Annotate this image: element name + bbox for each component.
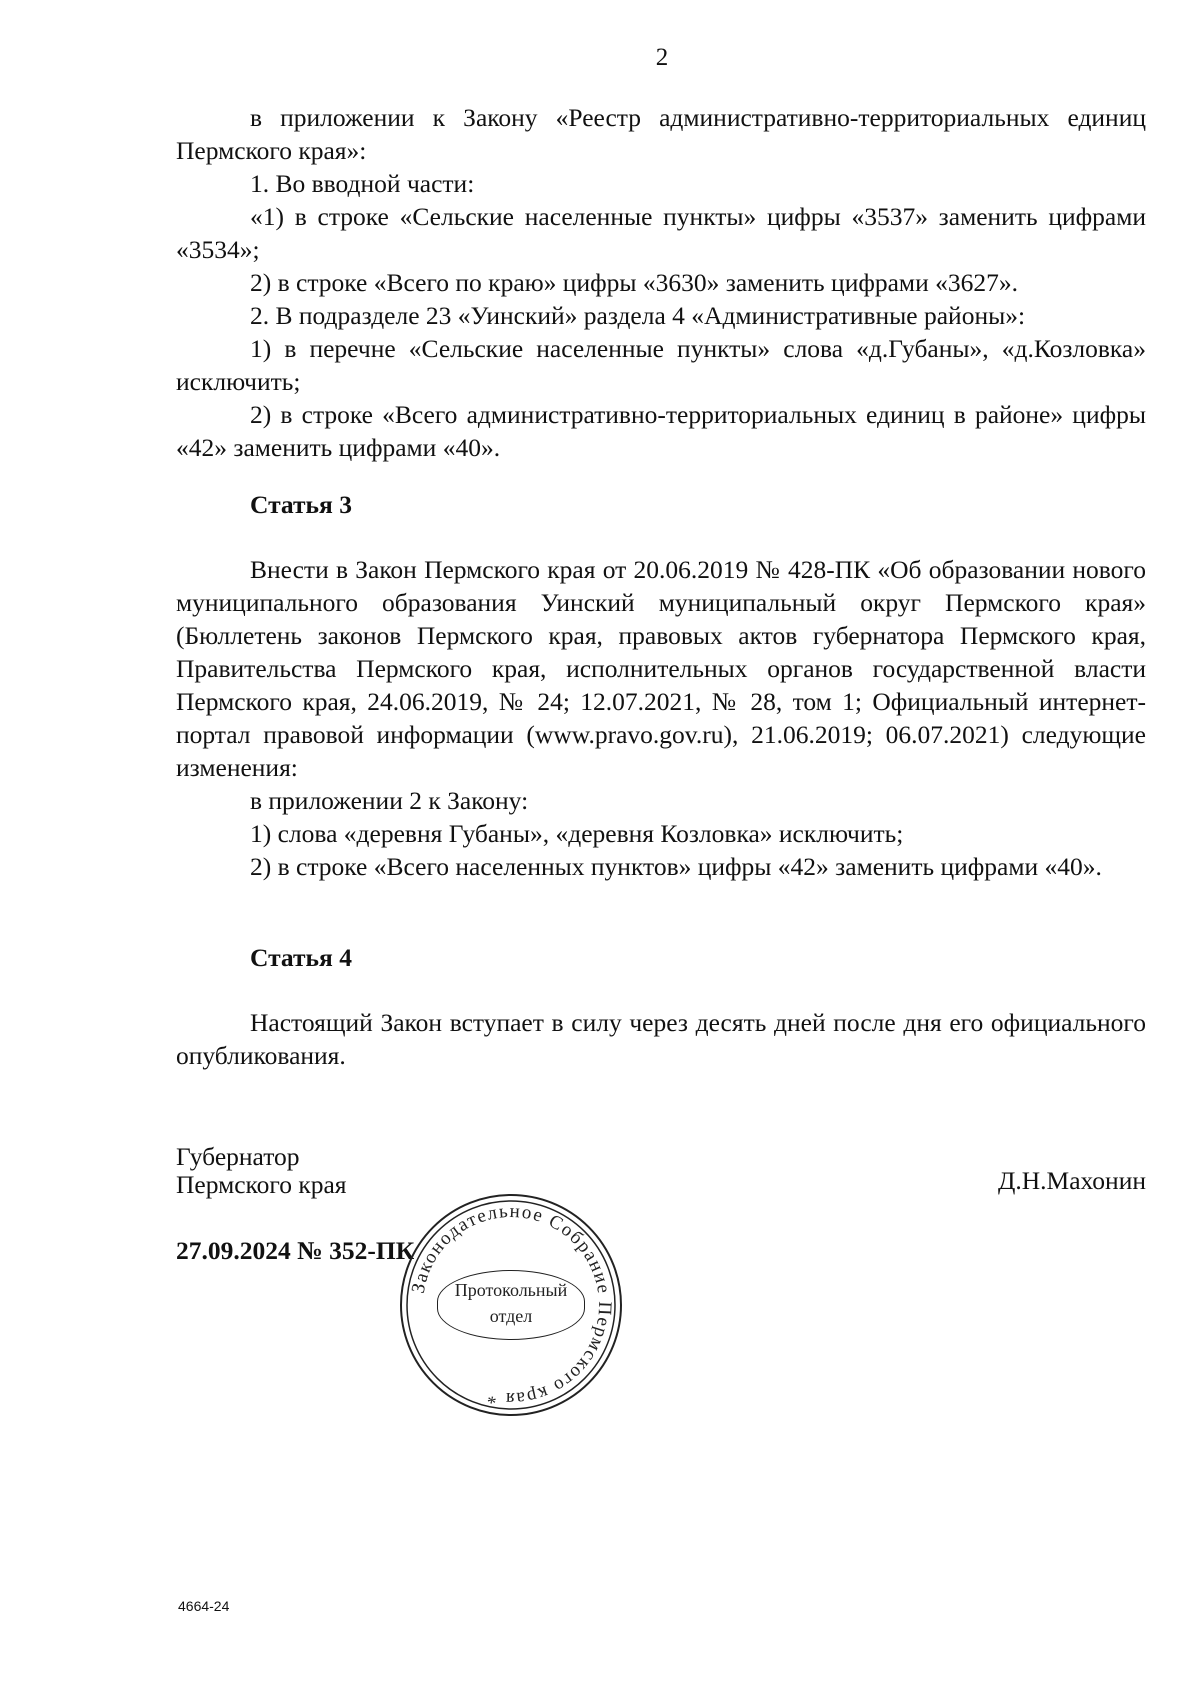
signatory-title-line: Губернатор — [176, 1142, 300, 1171]
stamp-center-line: Протокольный — [454, 1280, 568, 1300]
paragraph: 1. Во вводной части: — [250, 169, 475, 198]
document-code: 4664-24 — [178, 1598, 230, 1614]
stamp-center-line: отдел — [489, 1306, 533, 1326]
paragraph: в приложении 2 к Закону: — [250, 786, 529, 815]
page-number: 2 — [655, 44, 669, 71]
stamp-ring-text: Законодательное Собрание Пермского края * — [407, 1200, 616, 1410]
paragraph: 2) в строке «Всего административно-территориальных единиц в районе» цифры «42» заменить цифрами «40». — [176, 400, 1146, 462]
signatory-title — [176, 1143, 347, 1199]
paragraph: в приложении к Закону «Реестр административно-территориальных единиц Пермского края»: — [176, 103, 1146, 165]
stamp-center-label — [437, 1270, 585, 1340]
paragraph: 2) в строке «Всего населенных пунктов» цифры «42» заменить цифрами «40». — [250, 852, 1102, 881]
signatory-name: Д.Н.Махонин — [997, 1166, 1146, 1195]
article-3-body — [176, 553, 1146, 883]
signatory-title-line: Пермского края — [176, 1170, 347, 1199]
article-4-body — [176, 1006, 1146, 1072]
paragraph: 1) слова «деревня Губаны», «деревня Козловка» исключить; — [250, 819, 904, 848]
paragraph: 2. В подразделе 23 «Уинский» раздела 4 «Административные районы»: — [250, 301, 1026, 330]
paragraph: Настоящий Закон вступает в силу через десять дней после дня его официального опубликования. — [176, 1008, 1146, 1070]
paragraph: 1) в перечне «Сельские населенные пункты» слова «д.Губаны», «д.Козловка» исключить; — [176, 334, 1146, 396]
amendments-block — [176, 101, 1146, 464]
paragraph: 2) в строке «Всего по краю» цифры «3630» заменить цифрами «3627». — [250, 268, 1018, 297]
article-3-heading: Статья 3 — [250, 490, 352, 519]
article-4-heading: Статья 4 — [250, 943, 352, 972]
law-date-number: 27.09.2024 № 352-ПК — [176, 1236, 415, 1265]
paragraph: «1) в строке «Сельские населенные пункты» цифры «3537» заменить цифрами «3534»; — [176, 202, 1146, 264]
paragraph: Внести в Закон Пермского края от 20.06.2019 № 428-ПК «Об образовании нового муниципального образования Уинский муниципальный округ Пермского края» (Бюллетень законов Пермского края, правовых актов губернатора Пермского края, Правительства Пермского края, исполнительных органов государственной власти Пермского края, 24.06.2019, № 24; 12.07.2021, № 28, том 1; Официальный интернет-портал правовой информации (www.pravo.gov.ru), 21.06.2019; 06.07.2021) следующие изменения: — [176, 555, 1146, 782]
